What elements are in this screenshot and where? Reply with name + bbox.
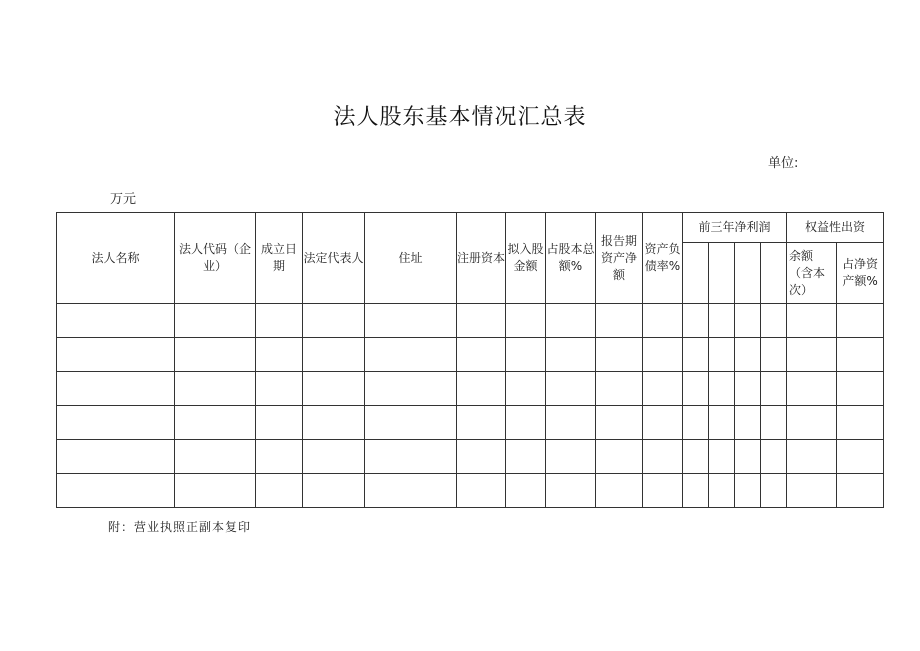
- table-cell[interactable]: [546, 406, 596, 440]
- table-cell[interactable]: [643, 406, 683, 440]
- table-cell[interactable]: [506, 338, 546, 372]
- table-cell[interactable]: [709, 338, 735, 372]
- table-cell[interactable]: [546, 474, 596, 508]
- table-row: [57, 372, 884, 406]
- table-cell[interactable]: [787, 406, 837, 440]
- table-row: [57, 338, 884, 372]
- header-debt-ratio: 资产负债率%: [643, 213, 683, 304]
- footnote: 附：营业执照正副本复印: [108, 520, 252, 534]
- table-cell[interactable]: [761, 338, 787, 372]
- table-cell[interactable]: [546, 304, 596, 338]
- header-equity-pct: 占净资产额%: [837, 243, 884, 304]
- header-net-assets: 报告期资产净额: [596, 213, 643, 304]
- profit-sub-4: [761, 243, 787, 304]
- table-cell[interactable]: [57, 406, 175, 440]
- table-cell[interactable]: [683, 372, 709, 406]
- table-cell[interactable]: [256, 372, 303, 406]
- table-cell[interactable]: [761, 304, 787, 338]
- table-cell[interactable]: [837, 304, 884, 338]
- profit-sub-3: [735, 243, 761, 304]
- table-cell[interactable]: [787, 474, 837, 508]
- table-cell[interactable]: [457, 474, 506, 508]
- table-cell[interactable]: [175, 406, 256, 440]
- table-cell[interactable]: [761, 406, 787, 440]
- table-cell[interactable]: [596, 474, 643, 508]
- table-cell[interactable]: [643, 440, 683, 474]
- table-cell[interactable]: [506, 406, 546, 440]
- table-cell[interactable]: [596, 304, 643, 338]
- unit-value: 万元: [110, 192, 137, 207]
- table-cell[interactable]: [837, 474, 884, 508]
- header-capital: 注册资本: [457, 213, 506, 304]
- table-cell[interactable]: [175, 440, 256, 474]
- summary-table: [56, 212, 884, 508]
- table-cell[interactable]: [365, 440, 457, 474]
- table-cell[interactable]: [837, 440, 884, 474]
- table-cell[interactable]: [735, 474, 761, 508]
- table-cell[interactable]: [303, 372, 365, 406]
- table-cell[interactable]: [643, 338, 683, 372]
- table-cell[interactable]: [837, 406, 884, 440]
- table-cell[interactable]: [596, 440, 643, 474]
- table-cell[interactable]: [365, 406, 457, 440]
- table-cell[interactable]: [735, 304, 761, 338]
- page-title: 法人股东基本情况汇总表: [333, 105, 587, 130]
- table-cell[interactable]: [683, 440, 709, 474]
- table-cell[interactable]: [735, 440, 761, 474]
- table-cell[interactable]: [457, 440, 506, 474]
- header-equity: 权益性出资: [787, 213, 884, 243]
- table-cell[interactable]: [256, 440, 303, 474]
- table-cell[interactable]: [57, 372, 175, 406]
- table-cell[interactable]: [596, 406, 643, 440]
- table-cell[interactable]: [683, 474, 709, 508]
- table-body: [57, 304, 884, 508]
- table-cell[interactable]: [457, 338, 506, 372]
- table-cell[interactable]: [256, 406, 303, 440]
- header-address: 住址: [365, 213, 457, 304]
- table-cell[interactable]: [643, 304, 683, 338]
- table-cell[interactable]: [506, 304, 546, 338]
- table-cell[interactable]: [57, 338, 175, 372]
- table-cell[interactable]: [303, 440, 365, 474]
- table-cell[interactable]: [506, 440, 546, 474]
- header-proposed: 拟入股金额: [506, 213, 546, 304]
- table-cell[interactable]: [683, 338, 709, 372]
- table-cell[interactable]: [303, 338, 365, 372]
- table-cell[interactable]: [365, 338, 457, 372]
- header-code: 法人代码（企业）: [175, 213, 256, 304]
- table-cell[interactable]: [761, 440, 787, 474]
- table-cell[interactable]: [837, 338, 884, 372]
- table-cell[interactable]: [175, 338, 256, 372]
- table-cell[interactable]: [175, 372, 256, 406]
- table-cell[interactable]: [787, 372, 837, 406]
- header-share-pct: 占股本总额%: [546, 213, 596, 304]
- table-cell[interactable]: [761, 372, 787, 406]
- table-cell[interactable]: [303, 474, 365, 508]
- table-cell[interactable]: [643, 474, 683, 508]
- table-cell[interactable]: [256, 304, 303, 338]
- profit-sub-2: [709, 243, 735, 304]
- table-cell[interactable]: [57, 474, 175, 508]
- table-cell[interactable]: [506, 372, 546, 406]
- table-cell[interactable]: [303, 406, 365, 440]
- table-cell[interactable]: [787, 338, 837, 372]
- table-cell[interactable]: [709, 372, 735, 406]
- table-cell[interactable]: [546, 372, 596, 406]
- table-cell[interactable]: [787, 440, 837, 474]
- table-cell[interactable]: [643, 372, 683, 406]
- table-cell[interactable]: [303, 304, 365, 338]
- table-cell[interactable]: [709, 440, 735, 474]
- table-cell[interactable]: [365, 304, 457, 338]
- table-cell[interactable]: [365, 474, 457, 508]
- table-row: [57, 440, 884, 474]
- header-profit: 前三年净利润: [683, 213, 787, 243]
- table-cell[interactable]: [175, 474, 256, 508]
- table-cell[interactable]: [175, 304, 256, 338]
- table-cell[interactable]: [546, 440, 596, 474]
- table-cell[interactable]: [683, 406, 709, 440]
- header-equity-amount: 余额（含本次）: [787, 243, 837, 304]
- header-name: 法人名称: [57, 213, 175, 304]
- table-cell[interactable]: [506, 474, 546, 508]
- table-cell[interactable]: [709, 406, 735, 440]
- table-cell[interactable]: [457, 304, 506, 338]
- header-date: 成立日期: [256, 213, 303, 304]
- table-cell[interactable]: [735, 338, 761, 372]
- table-cell[interactable]: [683, 304, 709, 338]
- profit-sub-1: [683, 243, 709, 304]
- table-cell[interactable]: [546, 338, 596, 372]
- table-cell[interactable]: [256, 474, 303, 508]
- table-cell[interactable]: [365, 372, 457, 406]
- table-cell[interactable]: [709, 304, 735, 338]
- table-cell[interactable]: [457, 406, 506, 440]
- table-cell[interactable]: [709, 474, 735, 508]
- table-cell[interactable]: [761, 474, 787, 508]
- table-cell[interactable]: [735, 406, 761, 440]
- unit-label: 单位:: [768, 156, 799, 171]
- table-cell[interactable]: [57, 440, 175, 474]
- table-row: [57, 474, 884, 508]
- table-cell[interactable]: [457, 372, 506, 406]
- table-cell[interactable]: [596, 372, 643, 406]
- table-cell[interactable]: [735, 372, 761, 406]
- table-cell[interactable]: [837, 372, 884, 406]
- header-rep: 法定代表人: [303, 213, 365, 304]
- table-cell[interactable]: [596, 338, 643, 372]
- table-cell[interactable]: [787, 304, 837, 338]
- table-cell[interactable]: [57, 304, 175, 338]
- table-row: [57, 406, 884, 440]
- table-cell[interactable]: [256, 338, 303, 372]
- table-row: [57, 304, 884, 338]
